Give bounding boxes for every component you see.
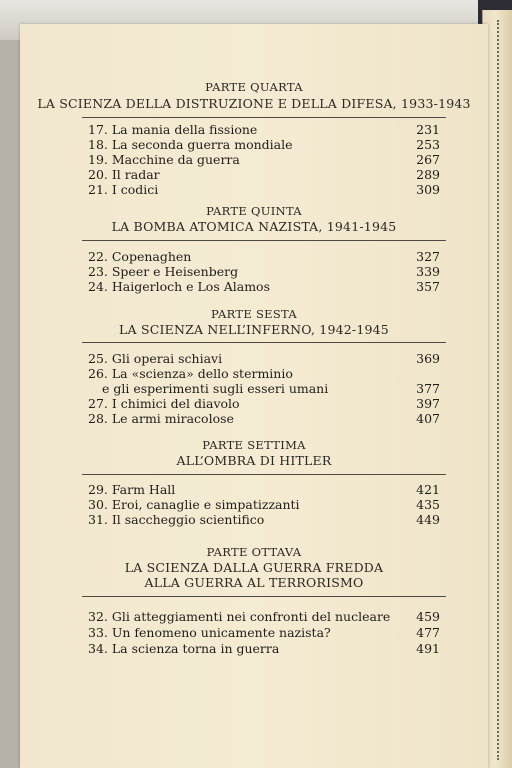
entry-title: 32. Gli atteggiamenti nei confronti del nucleare	[88, 609, 391, 624]
part-label: PARTE QUINTA	[206, 204, 302, 218]
entry-title: 27. I chimici del diavolo	[88, 396, 240, 411]
toc-entry	[88, 122, 440, 137]
entry-title: 26. La «scienza» dello sterminio	[88, 366, 293, 381]
part-title: LA SCIENZA NELL’INFERNO, 1942-1945	[119, 322, 389, 337]
entry-page: 267	[416, 152, 440, 167]
entry-page: 339	[416, 264, 440, 279]
entry-title: 25. Gli operai schiavi	[88, 351, 223, 366]
toc-entry	[88, 512, 440, 527]
entry-title: 29. Farm Hall	[88, 482, 176, 497]
part-title: LA SCIENZA DALLA GUERRA FREDDA	[124, 560, 384, 575]
entry-title: 20. Il radar	[88, 167, 160, 182]
book-page	[20, 24, 488, 768]
entry-title: 23. Speer e Heisenberg	[88, 264, 239, 279]
section-rule	[82, 596, 446, 597]
part-title: ALLA GUERRA AL TERRORISMO	[144, 575, 364, 590]
entry-title: e gli esperimenti sugli esseri umani	[102, 381, 329, 396]
toc-entry	[88, 366, 440, 381]
entry-page: 289	[416, 167, 440, 182]
toc-entry	[88, 381, 440, 396]
entry-page: 369	[416, 351, 440, 366]
toc-entry	[88, 137, 440, 152]
part-label: PARTE OTTAVA	[206, 545, 302, 559]
toc-entry	[88, 351, 440, 366]
part-label: PARTE QUARTA	[205, 80, 303, 94]
toc-entry	[88, 625, 440, 640]
entry-title: 17. La mania della fissione	[88, 122, 258, 137]
entry-page: 327	[416, 249, 440, 264]
entry-page: 407	[416, 411, 440, 426]
toc-entry	[88, 641, 440, 656]
entry-page: 459	[416, 609, 440, 624]
section-rule	[82, 474, 446, 475]
entry-page: 397	[416, 396, 440, 411]
toc-entry	[88, 182, 440, 197]
toc-entry	[88, 411, 440, 426]
toc-entry	[88, 249, 440, 264]
toc-entry	[88, 167, 440, 182]
section-rule	[82, 117, 446, 118]
entry-title: 33. Un fenomeno unicamente nazista?	[88, 625, 331, 640]
toc-entry	[88, 152, 440, 167]
entry-page: 435	[416, 497, 440, 512]
entry-title: 18. La seconda guerra mondiale	[88, 137, 293, 152]
toc-entry	[88, 609, 440, 624]
part-title: LA BOMBA ATOMICA NAZISTA, 1941-1945	[111, 219, 397, 234]
entry-page: 477	[416, 625, 440, 640]
part-title: LA SCIENZA DELLA DISTRUZIONE E DELLA DIFESA, 1933-1943	[37, 96, 471, 111]
toc-entry	[88, 264, 440, 279]
entry-page: 377	[416, 381, 440, 396]
part-label: PARTE SETTIMA	[202, 438, 306, 452]
entry-page: 309	[416, 182, 440, 197]
entry-page: 421	[416, 482, 440, 497]
entry-page: 253	[416, 137, 440, 152]
entry-title: 31. Il saccheggio scientifico	[88, 512, 265, 527]
entry-title: 19. Macchine da guerra	[88, 152, 240, 167]
entry-page: 491	[416, 641, 440, 656]
toc-entry	[88, 279, 440, 294]
entry-title: 28. Le armi miracolose	[88, 411, 234, 426]
cover-stitching	[497, 20, 501, 760]
entry-page: 449	[416, 512, 440, 527]
entry-title: 24. Haigerloch e Los Alamos	[88, 279, 270, 294]
toc-entry	[88, 497, 440, 512]
entry-page: 357	[416, 279, 440, 294]
entry-title: 30. Eroi, canaglie e simpatizzanti	[88, 497, 300, 512]
section-rule	[82, 240, 446, 241]
section-rule	[82, 342, 446, 343]
part-label: PARTE SESTA	[211, 307, 297, 321]
entry-page: 231	[416, 122, 440, 137]
toc-entry	[88, 482, 440, 497]
part-title: ALL’OMBRA DI HITLER	[176, 453, 332, 468]
entry-title: 22. Copenaghen	[88, 249, 192, 264]
entry-title: 34. La scienza torna in guerra	[88, 641, 280, 656]
toc-entry	[88, 396, 440, 411]
entry-title: 21. I codici	[88, 182, 159, 197]
